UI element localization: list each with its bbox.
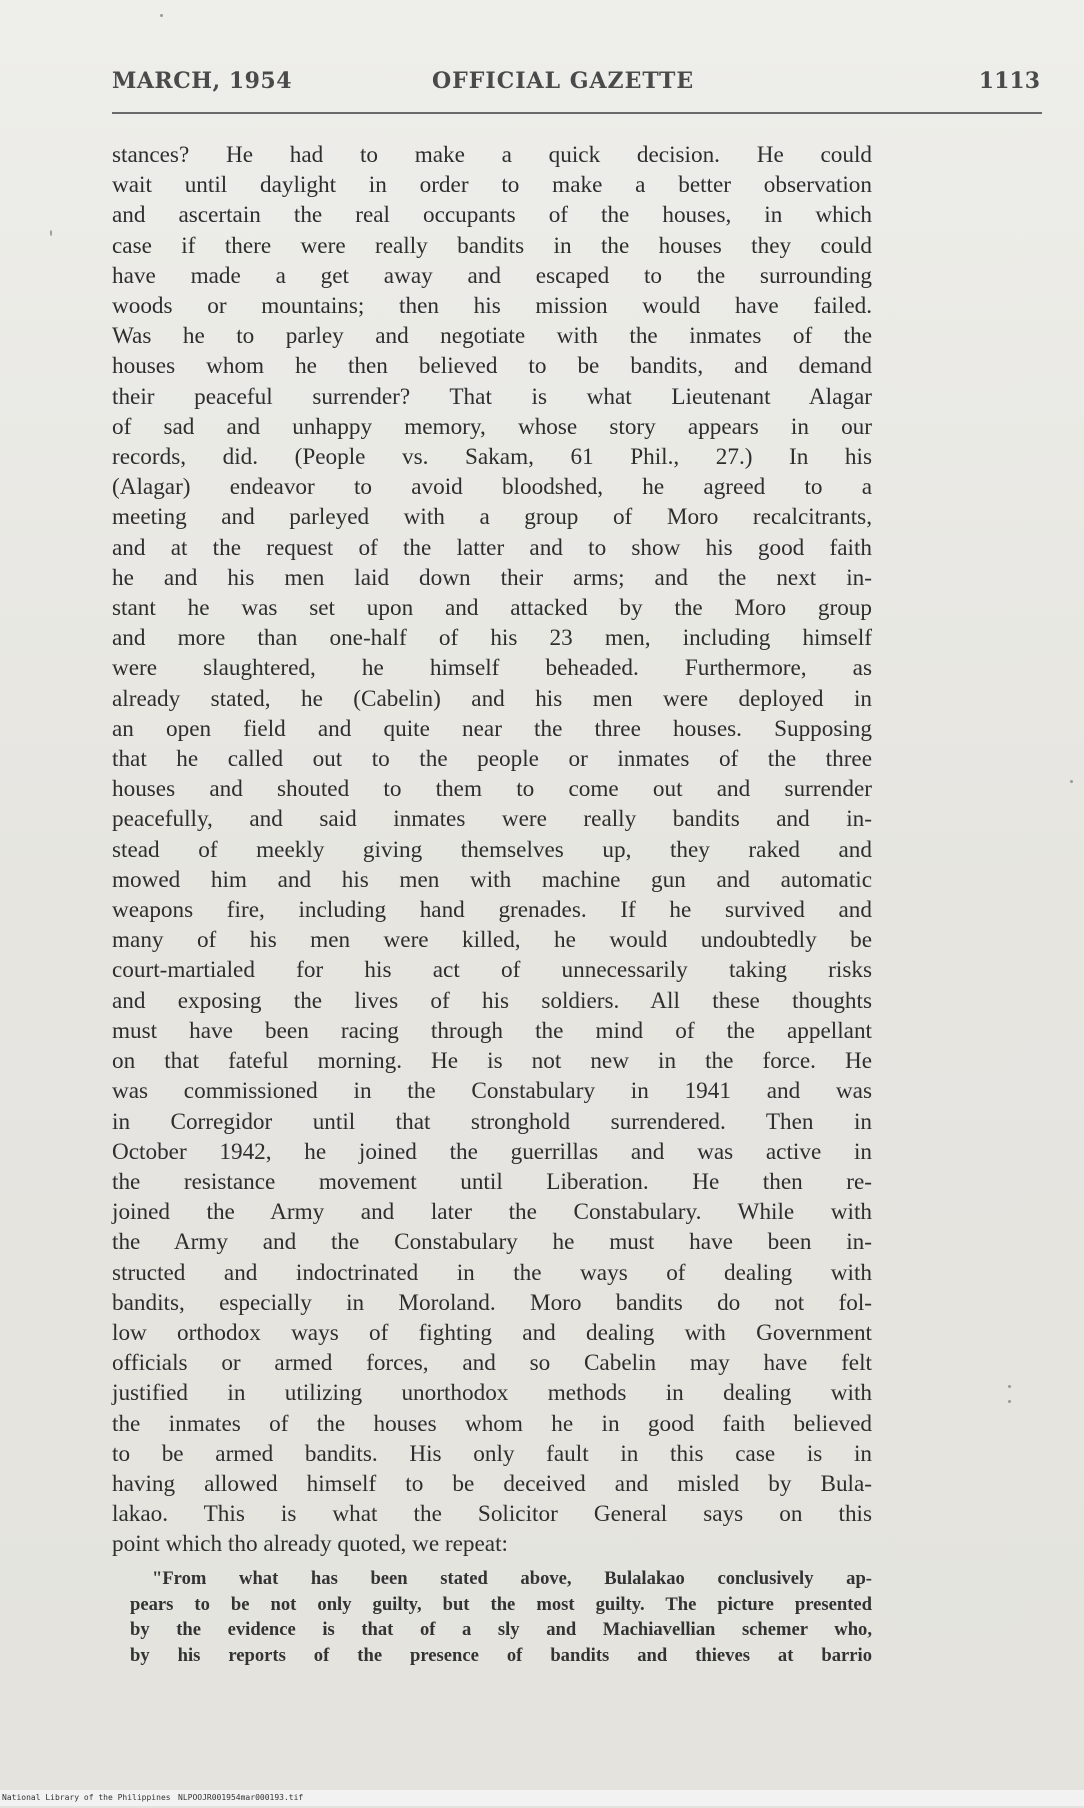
body-line: an open field and quite near the three houses. Supposing <box>112 715 872 742</box>
body-line: the inmates of the houses whom he in good faith believed <box>112 1410 872 1437</box>
body-line: in Corregidor until that stronghold surrendered. Then in <box>112 1108 872 1135</box>
body-line: point which tho already quoted, we repeat: <box>112 1531 508 1558</box>
body-line: that he called out to the people or inmates of the three <box>112 746 872 773</box>
body-line: officials or armed forces, and so Cabelin may have felt <box>112 1350 872 1377</box>
body-line: their peaceful surrender? That is what Lieutenant Alagar <box>112 383 872 410</box>
body-line: having allowed himself to be deceived and misled by Bula- <box>112 1470 872 1497</box>
body-line: case if there were really bandits in the houses they could <box>112 232 872 259</box>
body-paragraph <box>112 140 872 1560</box>
header-rule <box>112 112 1042 114</box>
body-line: meeting and parleyed with a group of Moro recalcitrants, <box>112 504 872 531</box>
body-line: houses whom he then believed to be bandits, and demand <box>112 353 872 380</box>
body-line: and exposing the lives of his soldiers. All these thoughts <box>112 987 872 1014</box>
body-line: low orthodox ways of fighting and dealing with Government <box>112 1319 872 1346</box>
body-line: structed and indoctrinated in the ways of dealing with <box>112 1259 872 1286</box>
scan-footer <box>0 1790 1084 1806</box>
body-line: Was he to parley and negotiate with the inmates of the <box>112 323 872 350</box>
body-line: records, did. (People vs. Sakam, 61 Phil., 27.) In his <box>112 444 872 471</box>
header-page-number: 1113 <box>978 68 1040 94</box>
quote-line: pears to be not only guilty, but the most guilty. The picture presented <box>130 1593 872 1615</box>
body-line: (Alagar) endeavor to avoid bloodshed, he agreed to a <box>112 474 872 501</box>
body-line: have made a get away and escaped to the surrounding <box>112 262 872 289</box>
body-line: October 1942, he joined the guerrillas and was active in <box>112 1138 872 1165</box>
scan-speck <box>1008 1400 1011 1403</box>
body-line: already stated, he (Cabelin) and his men were deployed in <box>112 685 872 712</box>
body-line: many of his men were killed, he would undoubtedly be <box>112 927 872 954</box>
body-line: court-martialed for his act of unnecessarily taking risks <box>112 957 872 984</box>
body-line: must have been racing through the mind of the appellant <box>112 1017 872 1044</box>
body-line: and more than one-half of his 23 men, including himself <box>112 625 872 652</box>
body-line: woods or mountains; then his mission would have failed. <box>112 293 872 320</box>
body-line: he and his men laid down their arms; and the next in- <box>112 564 872 591</box>
footer-filename: NLPOOJR001954mar000193.tif <box>178 1793 304 1802</box>
quote-line: "From what has been stated above, Bulalakao conclusively ap- <box>152 1568 872 1589</box>
block-quote <box>130 1566 872 1668</box>
body-line: of sad and unhappy memory, whose story appears in our <box>112 413 872 440</box>
footer-library: National Library of the Philippines <box>2 1793 171 1802</box>
body-line: and at the request of the latter and to show his good faith <box>112 534 872 561</box>
body-line: was commissioned in the Constabulary in 1941 and was <box>112 1078 872 1105</box>
body-line: were slaughtered, he himself beheaded. Furthermore, as <box>112 655 872 682</box>
body-line: and ascertain the real occupants of the houses, in which <box>112 202 872 229</box>
body-line: on that fateful morning. He is not new in the force. He <box>112 1048 872 1075</box>
quote-line: by the evidence is that of a sly and Machiavellian schemer who, <box>130 1619 872 1640</box>
scan-speck <box>50 230 52 236</box>
body-line: bandits, especially in Moroland. Moro bandits do not fol- <box>112 1289 872 1316</box>
body-line: houses and shouted to them to come out and surrender <box>112 776 872 803</box>
body-line: lakao. This is what the Solicitor General says on this <box>112 1501 872 1528</box>
body-line: stead of meekly giving themselves up, they raked and <box>112 836 872 863</box>
body-line: the resistance movement until Liberation. He then re- <box>112 1168 872 1195</box>
body-line: peacefully, and said inmates were really bandits and in- <box>112 806 872 833</box>
body-line: the Army and the Constabulary he must have been in- <box>112 1229 872 1256</box>
body-line: justified in utilizing unorthodox methods in dealing with <box>112 1380 872 1407</box>
body-line: wait until daylight in order to make a better observation <box>112 172 872 199</box>
body-line: mowed him and his men with machine gun and automatic <box>112 866 872 893</box>
body-line: weapons fire, including hand grenades. If he survived and <box>112 897 872 924</box>
scan-speck <box>1008 1385 1011 1388</box>
header-date: MARCH, 1954 <box>112 68 293 94</box>
scan-speck <box>160 14 163 17</box>
header-publication-title: OFFICIAL GAZETTE <box>432 68 695 94</box>
body-line: joined the Army and later the Constabulary. While with <box>112 1199 872 1226</box>
body-line: to be armed bandits. His only fault in this case is in <box>112 1440 872 1467</box>
body-line: stances? He had to make a quick decision. He could <box>112 142 872 168</box>
scan-speck <box>1070 780 1073 783</box>
body-line: stant he was set upon and attacked by the Moro group <box>112 595 872 622</box>
quote-line: by his reports of the presence of bandits and thieves at barrio <box>130 1644 872 1666</box>
page-header <box>112 68 1040 108</box>
